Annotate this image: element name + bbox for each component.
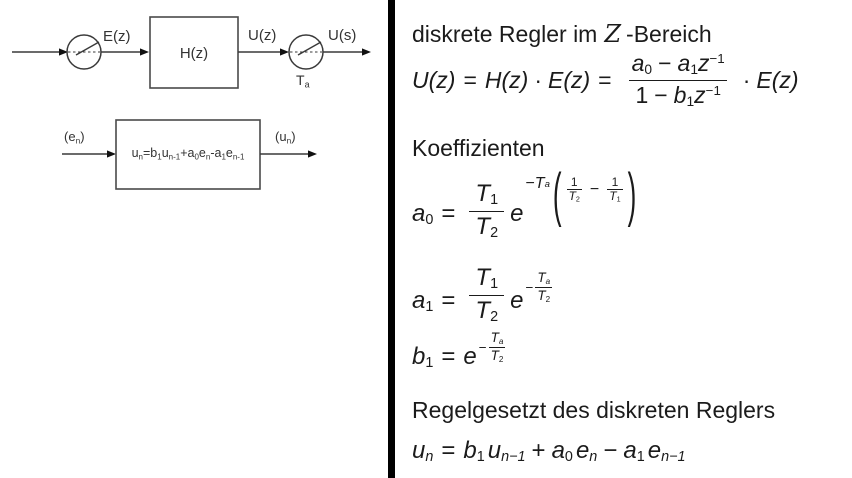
ta-term: T: [534, 175, 545, 192]
arrowhead-icon: [308, 150, 317, 157]
minus-sign: −: [478, 339, 487, 355]
sampler-2-switch: [298, 42, 321, 55]
fraction-numerator: [626, 51, 731, 80]
equals-sign: =: [598, 66, 612, 93]
us-signal-label: U(s): [328, 27, 357, 44]
hz-block-label: H(z): [179, 45, 209, 62]
a1-exponent: [525, 270, 554, 303]
en-pre: (e: [64, 129, 76, 144]
left-paren: (: [552, 158, 562, 228]
fraction-denominator: [629, 80, 726, 110]
ta-sub: a: [544, 178, 550, 190]
a1-sub: 1: [425, 299, 434, 316]
z-transfer-fraction: [626, 51, 731, 109]
t1-t2-fraction: [469, 265, 504, 325]
t2-term: T: [490, 347, 499, 363]
a0-lhs: [412, 200, 433, 228]
ta-sub: a: [498, 337, 504, 347]
a1-sub: 1: [690, 62, 698, 78]
u-term: u: [412, 436, 426, 464]
u-sub: n−1: [501, 449, 526, 466]
eq-sub: 1: [157, 152, 162, 162]
a0-exponent: [525, 158, 639, 228]
script-z-symbol: Z: [604, 20, 622, 48]
t2-sub: 2: [490, 224, 499, 241]
t1-sub: 1: [490, 192, 499, 209]
euler-e: e: [510, 200, 524, 227]
eq-sub: 1: [221, 152, 226, 162]
e-term: e: [647, 436, 662, 464]
eq-part: e: [225, 146, 233, 160]
fraction-denominator: [535, 287, 552, 304]
a0-en-term: [552, 437, 598, 465]
a1-lhs: [412, 287, 433, 315]
b1-un1-term: [463, 437, 525, 465]
a0-sub: 0: [644, 62, 653, 78]
fraction-denominator: [489, 347, 506, 364]
a1-en1-term: [623, 437, 685, 465]
un-pre: (u: [275, 129, 287, 144]
transfer-function-formula: [412, 49, 799, 109]
t2-term: T: [475, 296, 491, 324]
coefficient-a1-formula: [412, 265, 554, 325]
ta-sub: a: [304, 79, 310, 90]
title-suffix: -Bereich: [626, 21, 712, 47]
fraction-denominator: [607, 189, 622, 204]
eq-sub: 0: [194, 152, 199, 162]
a0-term: a: [631, 49, 645, 76]
b1-term: b: [673, 81, 687, 108]
minus-sign: −: [654, 81, 668, 108]
a0-sub: 0: [564, 449, 573, 466]
un-sub: n: [286, 135, 292, 146]
ta-term: T: [490, 330, 499, 346]
t2-sub: 2: [490, 308, 499, 325]
ez-signal-label: E(z): [103, 28, 131, 45]
eq-part: u: [131, 146, 139, 160]
uz-signal-label: U(z): [248, 27, 277, 44]
b1-sub: 1: [686, 93, 695, 109]
fraction-denominator: [469, 211, 504, 241]
one-over-t2-fraction: [567, 176, 582, 205]
diagram-canvas: [0, 0, 388, 478]
equals-sign: =: [441, 200, 456, 227]
one-term: 1: [611, 174, 619, 189]
t1-sub: 1: [490, 276, 499, 293]
t2-term: T: [475, 212, 491, 240]
eq-sub: n: [138, 152, 143, 162]
fraction-numerator: [491, 330, 504, 346]
control-law-heading: Regelgesetzt des diskreten Reglers: [412, 397, 776, 423]
minus-sign: −: [525, 279, 534, 295]
e-term: e: [575, 436, 590, 464]
block-diagrams-panel: [0, 0, 388, 478]
eq-part: =b: [142, 146, 158, 160]
t2-sub: 2: [545, 294, 551, 304]
en-post: ): [80, 129, 85, 144]
a1-term: a: [623, 436, 637, 464]
fraction-numerator: [537, 270, 550, 286]
e-sub: n: [589, 449, 598, 466]
t1-t2-fraction: [469, 181, 504, 241]
section-title: [412, 20, 712, 48]
un-post: ): [291, 129, 296, 144]
a1-term: a: [412, 286, 426, 314]
ta-main: T: [296, 72, 305, 88]
eq-part: u: [161, 146, 169, 160]
a0-term: a: [412, 199, 426, 227]
uz-term: U(z): [412, 66, 456, 93]
fraction-numerator: [469, 181, 504, 210]
equals-sign: =: [441, 287, 456, 314]
t1-sub: 1: [616, 195, 621, 205]
t2-sub: 2: [498, 354, 504, 364]
t2-sub: 2: [575, 195, 580, 205]
plus-sign: +: [531, 437, 546, 464]
t1-term: T: [609, 189, 617, 204]
hz-term: H(z): [484, 66, 529, 93]
u-sub: n: [425, 449, 434, 466]
euler-e: e: [463, 343, 477, 370]
sampler-1-switch: [76, 42, 99, 55]
en-sub: n: [75, 135, 81, 146]
eq-part: -a: [210, 146, 222, 160]
b1-term: b: [463, 436, 477, 464]
fraction-numerator: [469, 265, 504, 294]
a0-sub: 0: [425, 212, 434, 229]
fraction-denominator: [567, 189, 582, 204]
a1-sub: 1: [636, 449, 645, 466]
formulas-panel: [395, 0, 852, 478]
arrowhead-icon: [140, 48, 149, 55]
minus-sign: −: [589, 181, 600, 198]
ta-over-t2-fraction: [535, 270, 552, 303]
t2-term: T: [568, 189, 576, 204]
en-input-label: [64, 130, 85, 145]
arrowhead-icon: [107, 150, 116, 157]
equals-sign: =: [441, 437, 456, 464]
euler-e: e: [510, 287, 524, 314]
fraction-denominator: [469, 295, 504, 325]
arrowhead-icon: [362, 48, 371, 55]
b1-lhs: [412, 343, 433, 371]
ez-term: E(z): [547, 66, 591, 93]
minus-sign: −: [603, 437, 618, 464]
one-term: 1: [635, 81, 649, 108]
b1-term: b: [412, 342, 426, 370]
b1-sub: 1: [476, 449, 485, 466]
ta-over-t2-fraction: [489, 330, 506, 363]
coefficients-heading: Koeffizienten: [412, 135, 545, 161]
t2-term: T: [537, 287, 546, 303]
arrowhead-icon: [280, 48, 289, 55]
un-lhs: [412, 437, 433, 465]
z-term: z: [698, 49, 710, 76]
a1-term: a: [677, 49, 691, 76]
minus-ta-group: [525, 175, 549, 193]
cdot-sign: ·: [534, 66, 542, 93]
u-term: u: [487, 436, 502, 464]
equals-sign: =: [463, 66, 477, 93]
coefficient-b1-formula: [412, 330, 507, 376]
eq-part: +a: [180, 146, 195, 160]
ta-sub: a: [545, 277, 551, 287]
equals-sign: =: [441, 343, 456, 370]
z-exponent: −1: [709, 50, 725, 66]
eq-sub: n: [205, 152, 211, 162]
ta-term: T: [537, 270, 546, 286]
right-paren: ): [627, 158, 637, 228]
minus-sign: −: [525, 175, 535, 192]
e-sub: n−1: [661, 449, 686, 466]
z-exponent: −1: [705, 82, 721, 98]
a0-term: a: [551, 436, 565, 464]
one-term: 1: [570, 174, 578, 189]
eq-part: e: [198, 146, 206, 160]
sampling-time-label: [296, 73, 310, 90]
z-term: z: [694, 81, 706, 108]
one-over-t1-fraction: [607, 176, 622, 205]
vertical-divider: [388, 0, 395, 478]
title-prefix: diskrete Regler im: [412, 21, 598, 47]
un-output-label: [275, 130, 296, 145]
t1-term: T: [475, 180, 491, 208]
eq-sub: n-1: [232, 152, 245, 162]
difference-equation-text: [116, 147, 260, 161]
cdot-sign: ·: [742, 66, 751, 93]
b1-sub: 1: [425, 355, 434, 372]
coefficient-a0-formula: [412, 158, 639, 251]
ez-term: E(z): [756, 66, 799, 93]
minus-sign: −: [658, 49, 672, 76]
t1-term: T: [475, 264, 491, 292]
eq-sub: n-1: [168, 152, 181, 162]
control-law-formula: [412, 434, 685, 468]
b1-exponent: [479, 330, 508, 363]
